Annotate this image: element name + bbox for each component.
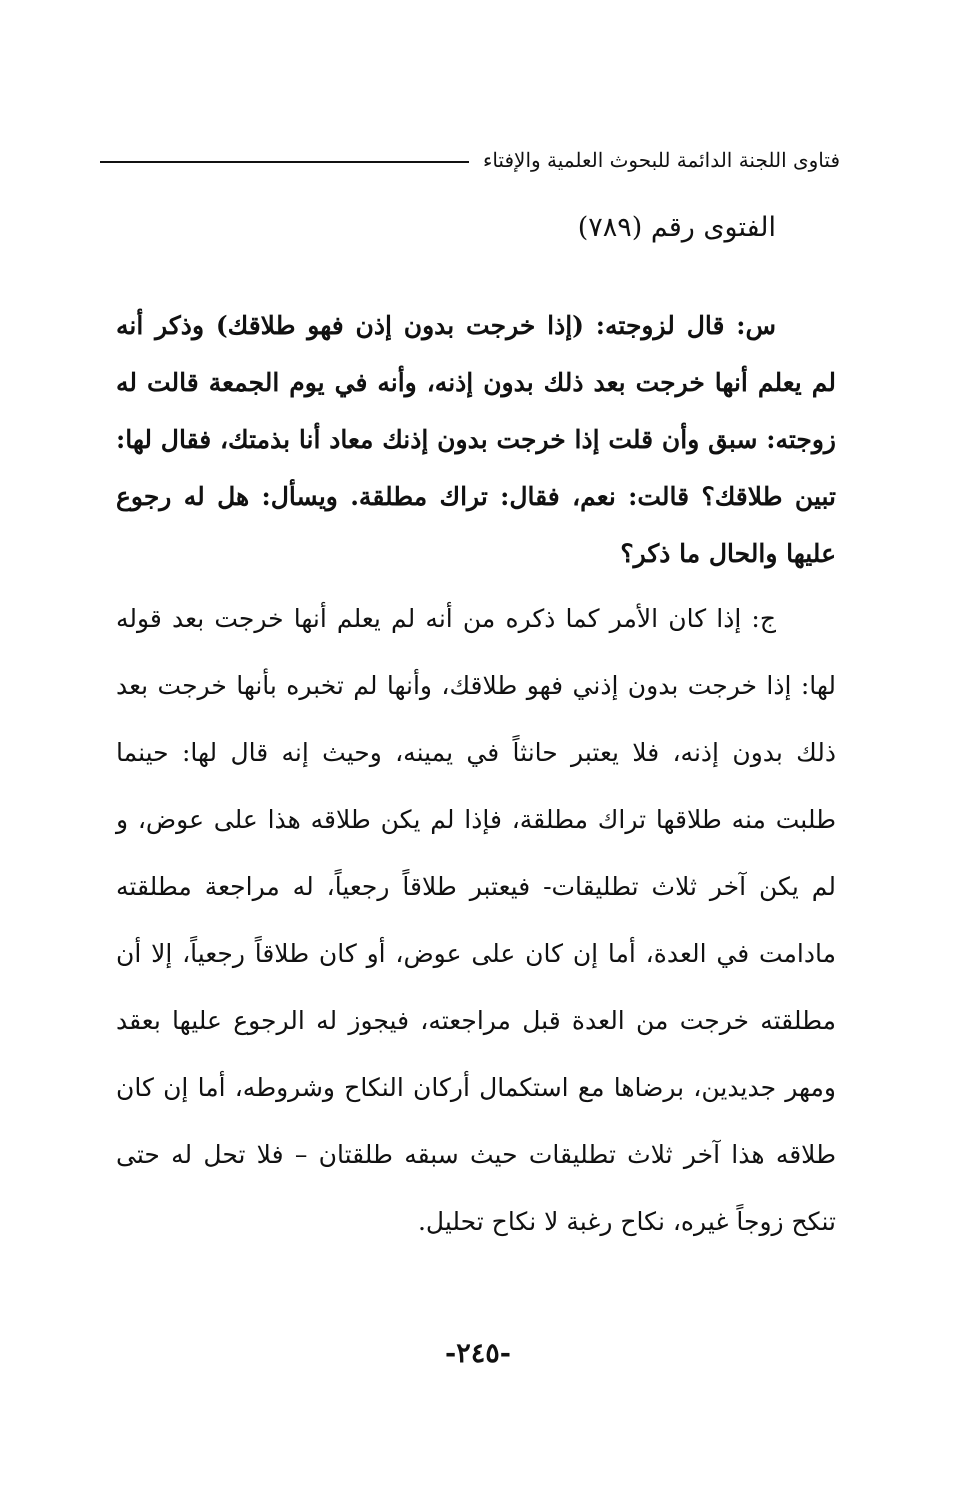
header-rule	[100, 161, 469, 163]
answer-paragraph: ج: إذا كان الأمر كما ذكره من أنه لم يعلم أنها خرجت بعد قوله لها: إذا خرجت بدون إذني فهو طلاقك، وأنها لم تخبره بأنها خرجت بعد ذلك بدون إذنه، فلا يعتبر حانثاً في يمينه، وحيث إنه قال لها: حينما طلبت منه طلاقها تراك مطلقة، فإذا لم يكن طلاقه هذا على عوض، و لم يكن آخر ثلاث تطليقات- فيعتبر طلاقاً رجعياً، له مراجعة مطلقته مادامت في العدة، أما إن كان على عوض، أو كان طلاقاً رجعياً، إلا أن مطلقته خرجت من العدة قبل مراجعته، فيجوز له الرجوع عليها بعقد ومهر جديدين، برضاها مع استكمال أركان النكاح وشروطه، أما إن كان طلاقه هذا آخر ثلاث تطليقات حيث سبقه طلقتان – فلا تحل له حتى تنكح زوجاً غيره، نكاح رغبة لا نكاح تحليل.	[116, 604, 836, 1236]
question-paragraph: س: قال لزوجته: (إذا خرجت بدون إذن فهو طلاقك) وذكر أنه لم يعلم أنها خرجت بعد ذلك بدون إذنه، وأنه في يوم الجمعة قالت له زوجته: سبق وأن قلت إذا خرجت بدون إذنك معاد أنا بذمتك، فقال لها: تبين طلاقك؟ قالت: نعم، فقال: تراك مطلقة. ويسأل: هل له رجوع عليها والحال ما ذكر؟	[116, 311, 836, 568]
book-title: فتاوى اللجنة الدائمة للبحوث العلمية والإفتاء	[482, 148, 840, 172]
page-number: -٢٤٥-	[445, 1338, 511, 1369]
fatwa-number: الفتوى رقم (٧٨٩)	[577, 212, 776, 243]
running-header	[100, 140, 840, 180]
